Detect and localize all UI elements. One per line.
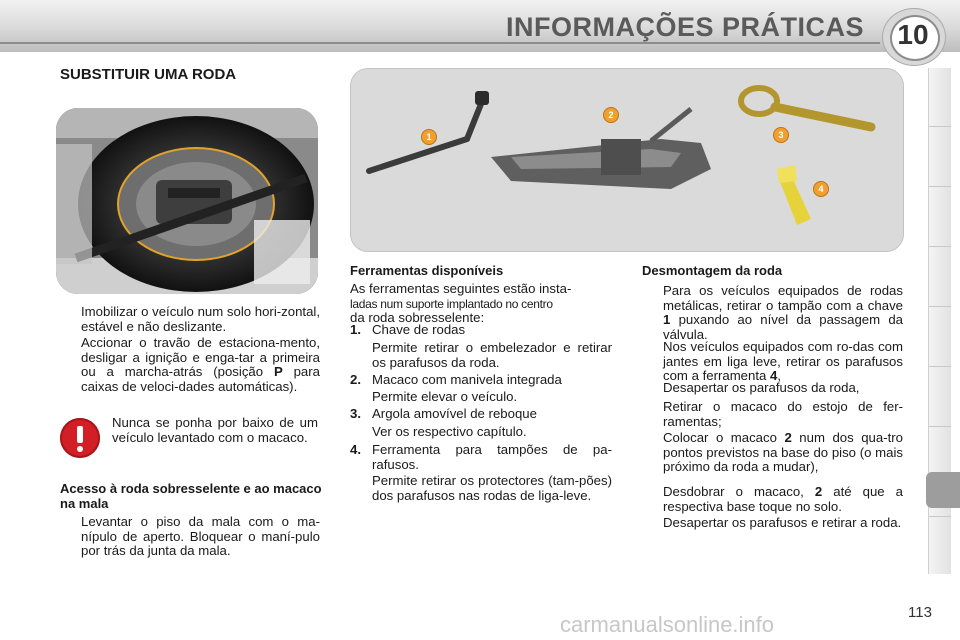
tool-desc-1: Permite retirar o embelezador e retirar os parafusos da roda. — [372, 340, 612, 370]
access-bullet: Levantar o piso da mala com o ma-nípulo de aperto. Bloquear o maní-pulo por trás da junta da mala. — [81, 514, 320, 558]
left-bullet-1: Imobilizar o veículo num solo hori-zontal, estável e não deslizante. — [81, 304, 320, 334]
spare-wheel-trunk-photo — [56, 108, 318, 294]
removal-bullet-3: Desapertar os parafusos da roda, — [663, 380, 860, 395]
tools-heading: Ferramentas disponíveis — [350, 263, 504, 278]
removal-bullet-2: Nos veículos equipados com ro-das com jantes em liga leve, retirar os parafusos com a ferramenta 4, — [663, 339, 903, 383]
watermark-text: carmanualsonline.info — [560, 612, 775, 637]
left-bullet-2: Accionar o travão de estaciona-mento, desligar a ignição e enga-tar a primeira ou a marcha-atrás (posição P para caixas de veloci-dades automáticas). — [81, 335, 320, 394]
callout-3: 3 — [773, 127, 789, 143]
warning-text: Nunca se ponha por baixo de um veículo levantado com o macaco. — [112, 415, 318, 445]
page-number: 113 — [908, 604, 932, 621]
removal-bullet-7: Desapertar os parafusos e retirar a roda. — [663, 515, 902, 530]
removal-bullet-1: Para os veículos equipados de rodas metálicas, retirar o tampão com a chave 1 puxando ao nível da passagem da válvula. — [663, 283, 904, 342]
removal-bullet-5: Colocar o macaco 2 num dos qua-tro pontos previstos na base do piso (o mais próximo da roda a mudar), — [663, 430, 903, 474]
chapter-number: 10 — [897, 19, 929, 50]
tool-desc-3: Ver os respectivo capítulo. — [372, 424, 527, 439]
removal-bullet-6: Desdobrar o macaco, 2 até que a respectiva base toque no solo. — [663, 484, 904, 514]
chapter-number-badge — [882, 8, 944, 64]
warning-icon — [60, 418, 100, 458]
section-title: SUBSTITUIR UMA RODA — [60, 66, 237, 83]
tools-photo — [350, 68, 904, 252]
removal-bullet-4: Retirar o macaco do estojo de fer-ramentas; — [663, 399, 903, 429]
callout-2: 2 — [603, 107, 619, 123]
callout-4: 4 — [813, 181, 829, 197]
tool-desc-4: Permite retirar os protectores (tam-pões) dos parafusos nas rodas de liga-leve. — [372, 473, 612, 503]
tools-intro: As ferramentas seguintes estão insta- ladas num suporte implantado no centro da roda sobresselente: — [350, 281, 572, 325]
chapter-title: INFORMAÇÕES PRÁTICAS — [505, 12, 864, 42]
active-chapter-tab[interactable] — [926, 472, 960, 508]
tool-desc-2: Permite elevar o veículo. — [372, 389, 518, 404]
removal-heading: Desmontagem da roda — [642, 263, 783, 278]
callout-1: 1 — [421, 129, 437, 145]
access-heading: Acesso à roda sobresselente e ao macaco na mala — [60, 481, 322, 511]
